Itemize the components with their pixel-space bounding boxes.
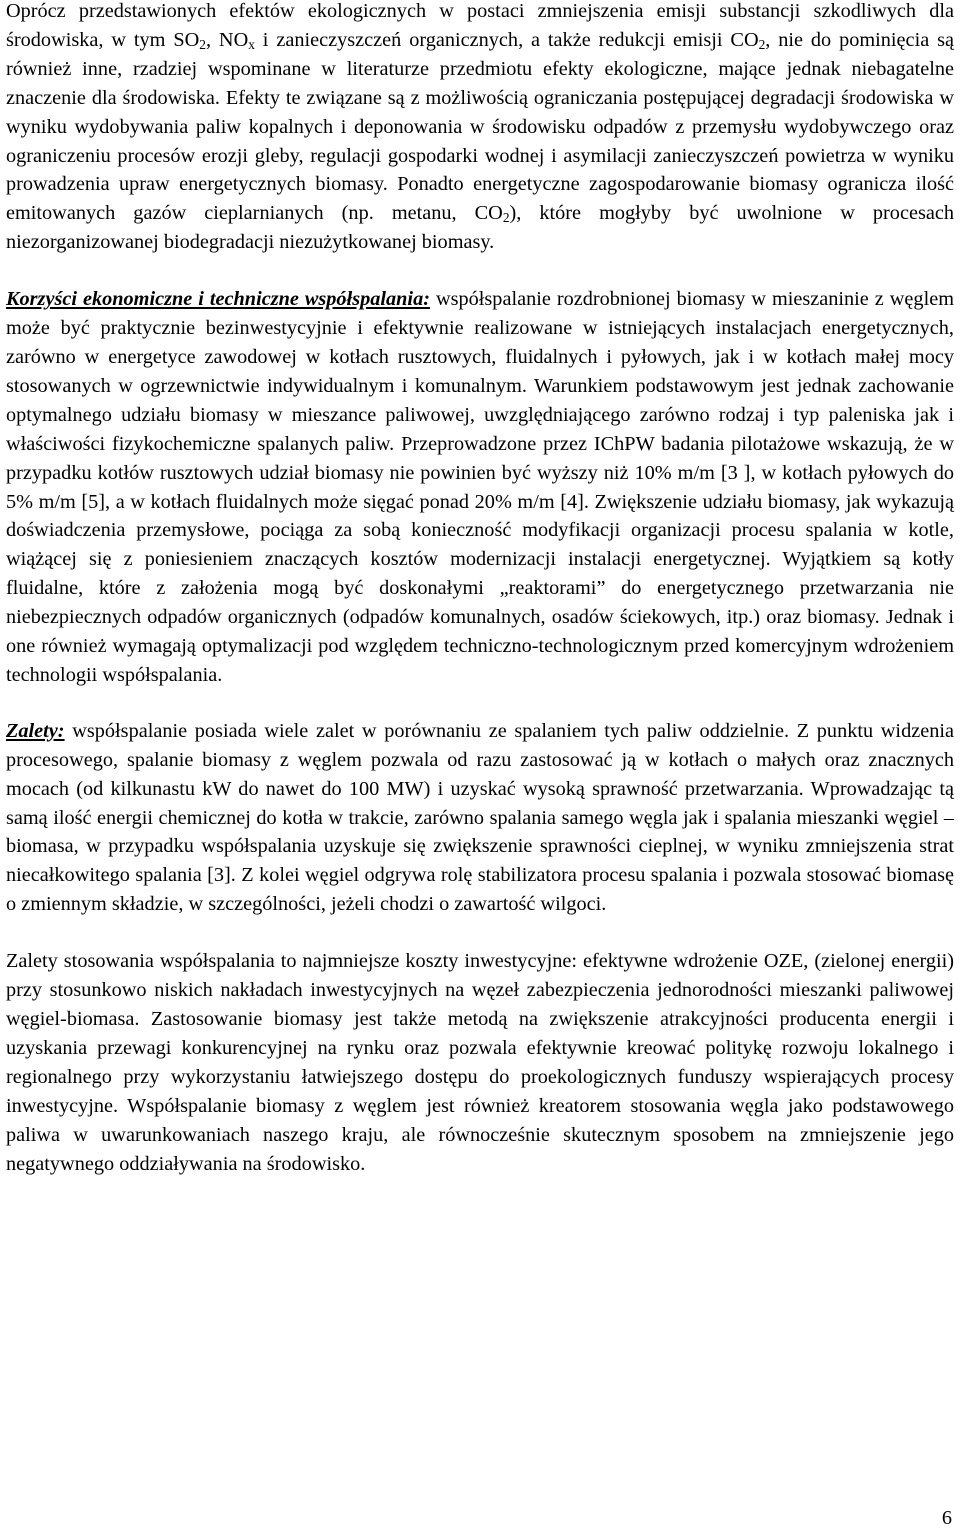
subscript: x [248,36,255,52]
paragraph-text: Zalety stosowania współspalania to najmniejsze koszty inwestycyjne: efektywne wdrożenie OZE, (zielonej energii) przy stosunkowo niskich nakładach inwestycyjnych na węzeł zabezpieczenia jednorodności mieszanki paliwowej węgiel-biomasa. Zastosowanie biomasy jest także metodą na zwiększenie atrakcyjności producenta energii i uzyskania przewagi konkurencyjnej na rynku oraz pozwala efektywnie kreować politykę rozwoju lokalnego i regionalnego przy wykorzystaniu łatwiejszego dostępu do proekologicznych funduszy wspierających procesy inwestycyjne. Współspalanie biomasy z węglem jest również kreatorem stosowania węgla jako podstawowego paliwa w uwarunkowaniach naszego kraju, ale równocześnie skutecznym sposobem na zmniejszenie jego negatywnego oddziaływania na środowisko. [6,950,954,1175]
page-number: 6 [941,1507,952,1529]
paragraph-text: , NO [205,28,249,51]
section-heading: Korzyści ekonomiczne i techniczne współspalania: [6,288,430,311]
paragraph-text: , nie do pominięcia są również inne, rzadziej wspominane w literaturze przedmiotu efekty ekologiczne, mające jednak niebagatelne znaczenie dla środowiska. Efekty te związane są z możliwością ograniczania postępującej degradacji środowiska w wyniku wydobywania paliw kopalnych i deponowania w środowisku odpadów z przemysłu wydobywczego oraz ograniczeniu procesów erozji gleby, regulacji gospodarki wodnej i asymilacji zanieczyszczeń powietrza w wyniku prowadzenia upraw energetycznych biomasy. Ponadto energetyczne zagospodarowanie biomasy ogranicza ilość emitowanych gazów cieplarnianych (np. metanu, CO [6,28,954,225]
document-page [6,0,954,1178]
subscript: 2 [758,36,766,52]
paragraph-cofiring-advantages [6,947,954,1178]
paragraph-text: ), które mogłyby być uwolnione w procesach niezorganizowanej biodegradacji niezużytkowanej biomasy. [6,202,954,254]
section-heading: Zalety: [6,719,65,742]
paragraph-ecological-effects [6,0,954,257]
paragraph-economic-benefits [6,285,954,690]
paragraph-text: współspalanie posiada wiele zalet w porównaniu ze spalaniem tych paliw oddzielnie. Z punktu widzenia procesowego, spalanie biomasy z węglem pozwala od razu zastosować ją w kotłach o małych oraz znacznych mocach (od kilkunastu kW do nawet do 100 MW) i uzyskać wysoką sprawność przetwarzania. Wprowadzając tą samą ilość energii chemicznej do kotła w trakcie, zarówno spalania samego węgla jak i spalania mieszanki węgiel – biomasa, w przypadku współspalania uzyskuje się zwiększenie sprawności cieplnej, w wyniku zmniejszenia strat niecałkowitego spalania [3]. Z kolei węgiel odgrywa rolę stabilizatora procesu spalania i pozwala stosować biomasę o zmiennym składzie, w szczególności, jeżeli chodzi o zawartość wilgoci. [6,719,954,916]
subscript: 2 [502,210,510,226]
paragraph-text: i zanieczyszczeń organicznych, a także redukcji emisji CO [254,28,759,51]
paragraph-text: Oprócz przedstawionych efektów ekologicznych w postaci zmniejszenia emisji substancji szkodliwych dla środowiska, w tym SO [6,0,954,51]
subscript: 2 [199,36,206,52]
paragraph-text: współspalanie rozdrobnionej biomasy w mieszaninie z węglem może być praktycznie bezinwestycyjnie i efektywnie realizowane w istniejących instalacjach energetycznych, zarówno w energetyce zawodowej w kotłach rusztowych, fluidalnych i pyłowych, jak i w kotłach małej mocy stosowanych w ogrzewnictwie indywidualnym i komunalnym. Warunkiem podstawowym jest jednak zachowanie optymalnego udziału biomasy w mieszance paliwowej, uwzględniającego zarówno rodzaj i typ paleniska jak i właściwości fizykochemiczne spalanych paliw. Przeprowadzone przez IChPW badania pilotażowe wskazują, że w przypadku kotłów rusztowych udział biomasy nie powinien być wyższy niż 10% m/m [3 ], w kotłach pyłowych do 5% m/m [5], a w kotłach fluidalnych może sięgać ponad 20% m/m [4]. Zwiększenie udziału biomasy, jak wykazują doświadczenia przemysłowe, pociąga za sobą konieczność modyfikacji organizacji procesu spalania w kotle, wiążącej się z poniesieniem znaczących kosztów modernizacji instalacji energetycznej. Wyjątkiem są kotły fluidalne, które z założenia mogą być doskonałymi „reaktorami” do energetycznego przetwarzania nie niebezpiecznych odpadów organicznych (odpadów komunalnych, osadów ściekowych, itp.) oraz biomasy. Jednak i one również wymagają optymalizacji pod względem techniczno-technologicznym przed komercyjnym wdrożeniem technologii współspalania. [6,288,954,686]
paragraph-advantages [6,717,954,919]
